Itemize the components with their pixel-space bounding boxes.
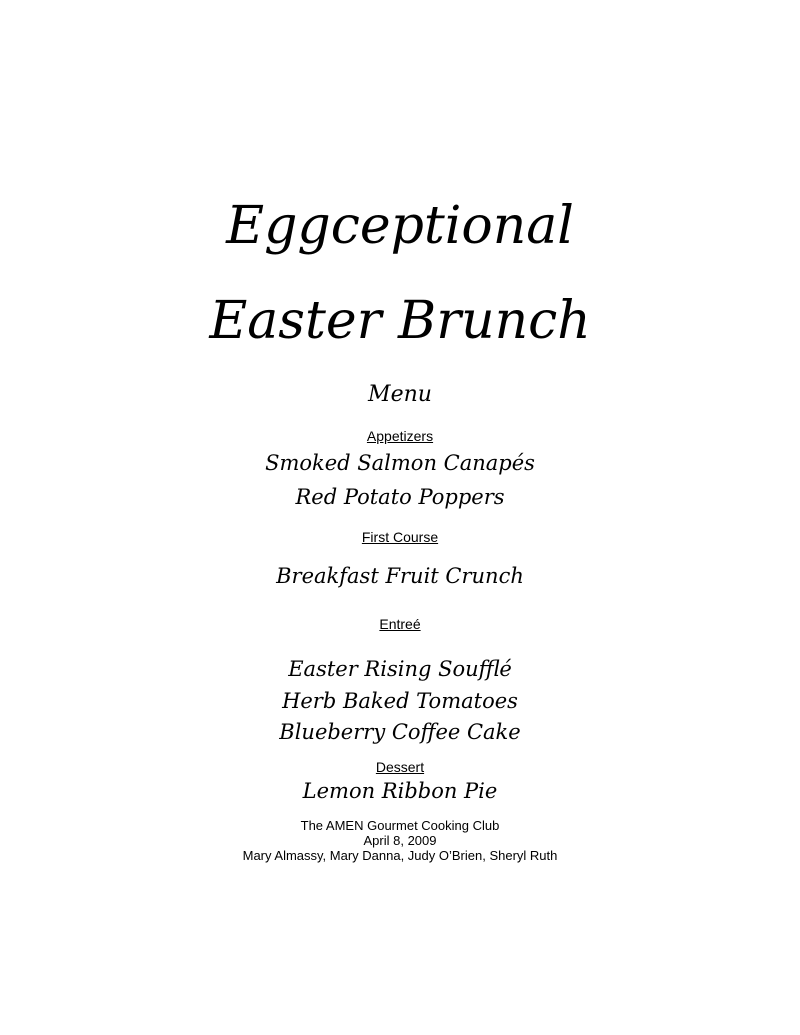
dish-blueberry-coffee-cake: Blueberry Coffee Cake (279, 720, 521, 744)
title-line-1: Eggceptional (226, 196, 574, 256)
title-line-2: Easter Brunch (209, 291, 591, 351)
section-heading-entree: Entreé (379, 616, 421, 632)
dish-easter-rising-souffle: Easter Rising Soufflé (288, 657, 512, 681)
section-heading-dessert: Dessert (375, 759, 425, 775)
dish-herb-baked-tomatoes: Herb Baked Tomatoes (282, 689, 518, 713)
dish-lemon-ribbon-pie: Lemon Ribbon Pie (302, 779, 498, 803)
footer-hosts: Mary Almassy, Mary Danna, Judy O’Brien, Sheryl Ruth (242, 848, 558, 863)
footer-club-name: The AMEN Gourmet Cooking Club (300, 818, 500, 833)
section-heading-appetizers: Appetizers (366, 428, 434, 444)
dish-red-potato-poppers: Red Potato Poppers (295, 485, 505, 509)
footer-date: April 8, 2009 (363, 833, 437, 848)
dish-breakfast-fruit-crunch: Breakfast Fruit Crunch (276, 564, 524, 588)
section-heading-first-course: First Course (361, 529, 439, 545)
menu-heading: Menu (368, 382, 432, 407)
dish-smoked-salmon-canapes: Smoked Salmon Canapés (265, 451, 535, 475)
